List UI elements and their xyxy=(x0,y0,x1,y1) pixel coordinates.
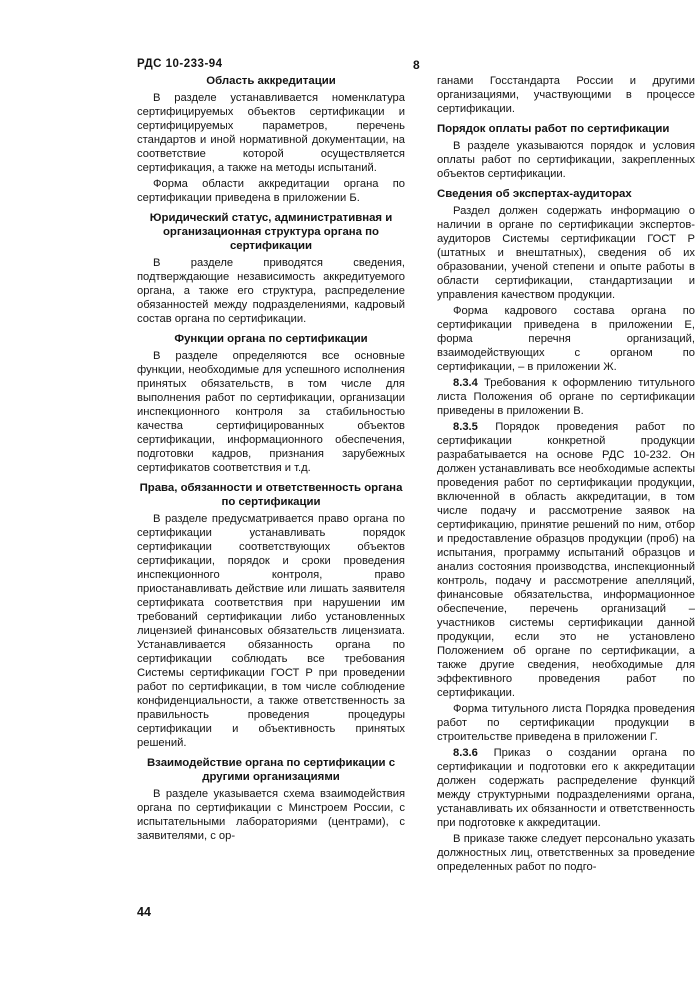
paragraph: В разделе указывается схема взаимодействия органа по сертификации с Минстроем России, с испытательными лабораториями (центрами), с заявителями, с ор- xyxy=(137,788,405,842)
section-title-legal-status: Юридический статус, административная и организационная структура органа по сертификации xyxy=(149,212,393,252)
page-marker: 8 xyxy=(413,58,420,72)
paragraph: В приказе также следует персонально указать должностных лиц, ответственных за проведение определенных работ по подго- xyxy=(437,833,695,873)
clause-8-3-4 xyxy=(437,376,695,418)
paragraph: Форма кадрового состава органа по сертификации приведена в приложении Е, форма перечня организаций, взаимодействующих с органом по сертификации, – в приложении Ж. xyxy=(437,305,695,373)
section-title-payment: Порядок оплаты работ по сертификации xyxy=(437,123,670,135)
paragraph: В разделе предусматривается право органа по сертификации устанавливать порядок сертификации соответствующих объектов сертификации, порядок и сроки проведения инспекционного контроля, право приостанавливать действие или лишать заявителя сертификата соответствия при нарушении им требований сертификации либо установленных лицензией финансовых обязательств лицензиата. Устанавливается обязанность органа по сертификации соблюдать все требования Системы сертификации ГОСТ Р при проведении работ по сертификации, в том числе соблюдение конфиденциальности, а также ответственность за правильность проведения процедуры сертификации и объективность принятых решений. xyxy=(137,513,405,749)
clause-8-3-6 xyxy=(437,746,695,830)
section-title-accreditation-area: Область аккредитации xyxy=(206,75,336,87)
clause-number: 8.3.6 xyxy=(453,747,478,759)
section-title-functions: Функции органа по сертификации xyxy=(174,333,368,345)
section-title-interaction: Взаимодействие органа по сертификации с другими организациями xyxy=(146,757,396,783)
clause-text: Требования к оформлению титульного листа Положения об органе по сертификации приведены в приложении В. xyxy=(437,377,695,417)
section-title-experts: Сведения об экспертах-аудиторах xyxy=(437,188,632,200)
section-title-rights-duties: Права, обязанности и ответственность органа по сертификации xyxy=(139,482,403,508)
paragraph: Раздел должен содержать информацию о наличии в органе по сертификации экспертов-аудиторов Системы сертификации ГОСТ Р (штатных и внештатных), сведения об их образовании, ученой степени и опыте работы в области сертификации, стандартизации и управления качеством продукции. xyxy=(437,205,695,301)
left-column xyxy=(137,74,405,845)
clause-text: Порядок проведения работ по сертификации конкретной продукции разрабатывается на основе РДС 10-232. Он должен устанавливать все необходимые аспекты проведения работ по сертификации продукции, включенной в область аккредитации, в том числе подачу и рассмотрение заявок на сертификацию, принятие решений по ним, отбор и предоставление образцов продукции (проб) на испытания, программу испытаний образцов и анализ состояния производства, инспекционный контроль, подачу и рассмотрение апелляций, финансовые обязательства, информационное обеспечение, перечень организаций – участников системы сертификации данной продукции, если это не установлено Положением об органе по сертификации, а также другие сведения, необходимые для эффективного проведения работ по сертификации. xyxy=(437,421,696,699)
paragraph: В разделе приводятся сведения, подтверждающие независимость аккредитуемого органа, а также его структура, распределение обязанностей между подразделениями, кадровый состав органа по сертификации. xyxy=(137,257,405,325)
clause-8-3-5 xyxy=(437,420,695,700)
document-code: РДС 10-233-94 xyxy=(137,58,223,70)
clause-number: 8.3.4 xyxy=(453,377,478,389)
clause-text: Приказ о создании органа по сертификации и подготовки его к аккредитации должен содержать распределение функций между структурными подразделениями органа, устанавливать их обязанности и ответственность при подготовке к аккредитации. xyxy=(437,747,696,829)
paragraph: В разделе устанавливается номенклатура сертифицируемых объектов сертификации и сертифицируемых параметров, перечень стандартов и иной нормативной документации, на соответствие которой осуществляется сертификация, а также на методы испытаний. xyxy=(137,92,405,174)
paragraph-continued: ганами Госстандарта России и другими организациями, участвующими в процессе сертификации. xyxy=(437,75,695,115)
paragraph: Форма титульного листа Порядка проведения работ по сертификации продукции в строительстве приведена в приложении Г. xyxy=(437,703,695,743)
paragraph: В разделе указываются порядок и условия оплаты работ по сертификации, закрепленных объектов сертификации. xyxy=(437,140,695,180)
paragraph: Форма области аккредитации органа по сертификации приведена в приложении Б. xyxy=(137,178,405,204)
right-column xyxy=(437,74,695,876)
paragraph: В разделе определяются все основные функции, необходимые для успешного исполнения принятых обязательств, в том числе для выполнения работ по сертификации, организации инспекционного контроля за стабильностью качества сертифицированных объектов сертификации, информационного обеспечения, подготовки кадров, признания зарубежных сертификатов соответствия и т.д. xyxy=(137,350,405,474)
clause-number: 8.3.5 xyxy=(453,421,478,433)
page-number: 44 xyxy=(137,905,151,919)
